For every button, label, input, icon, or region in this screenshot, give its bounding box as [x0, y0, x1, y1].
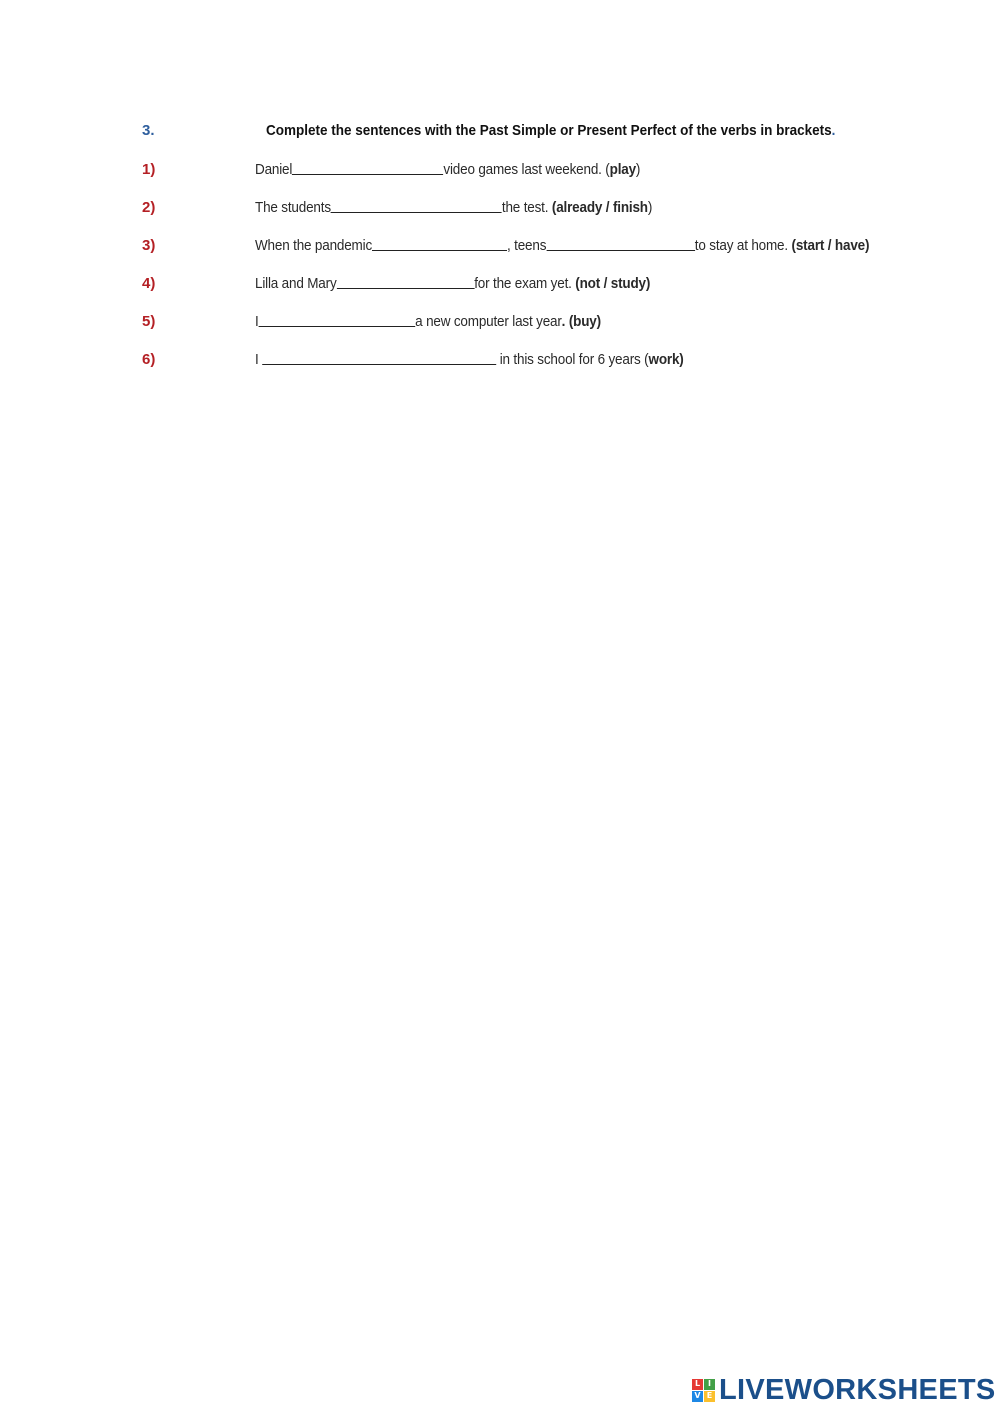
sentence-number: 5)	[142, 313, 156, 330]
sentence-number: 4)	[142, 275, 156, 292]
answer-blank[interactable]	[262, 348, 496, 365]
liveworksheets-logo	[692, 1374, 996, 1406]
logo-letter: V	[692, 1391, 703, 1402]
sentence-text: I a new computer last year. (buy)	[255, 310, 601, 334]
answer-blank[interactable]	[546, 234, 695, 251]
sentence-row	[0, 310, 1000, 334]
sentence-text: Lilla and Mary for the exam yet. (not / study)	[255, 272, 650, 296]
sentence-row	[0, 272, 1000, 296]
answer-blank[interactable]	[372, 234, 507, 251]
sentence-row	[0, 348, 1000, 372]
logo-mark-icon	[692, 1379, 715, 1402]
logo-letter: E	[704, 1391, 715, 1402]
sentence-text: I in this school for 6 years (work)	[255, 348, 684, 372]
sentence-text: The students the test. (already / finish)	[255, 196, 652, 220]
sentence-row	[0, 158, 1000, 182]
answer-blank[interactable]	[292, 158, 443, 175]
exercise-instruction: Complete the sentences with the Past Simple or Present Perfect of the verbs in brackets.	[266, 122, 836, 139]
sentence-number: 1)	[142, 161, 156, 178]
sentence-number: 6)	[142, 351, 156, 368]
exercise-number: 3.	[142, 122, 155, 139]
answer-blank[interactable]	[337, 272, 475, 289]
answer-blank[interactable]	[331, 196, 502, 213]
exercise-heading	[0, 119, 1000, 143]
answer-blank[interactable]	[259, 310, 416, 327]
sentence-text: Daniel video games last weekend. (play)	[255, 158, 640, 182]
logo-letter: I	[704, 1379, 715, 1390]
sentence-number: 2)	[142, 199, 156, 216]
sentence-number: 3)	[142, 237, 156, 254]
logo-letter: L	[692, 1379, 703, 1390]
sentence-row	[0, 234, 1000, 258]
sentence-text: When the pandemic , teens to stay at home. (start / have)	[255, 234, 869, 258]
sentence-row	[0, 196, 1000, 220]
logo-text: LIVEWORKSHEETS	[719, 1373, 996, 1406]
